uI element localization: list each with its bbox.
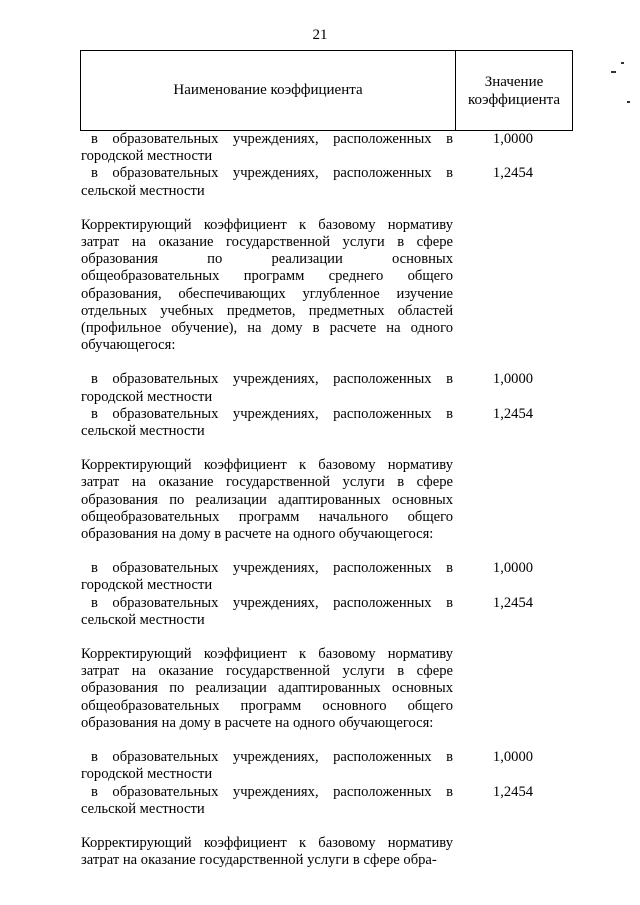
scan-mark — [611, 71, 616, 73]
row-value: 1,2454 — [492, 405, 534, 422]
row-value: 1,2454 — [492, 783, 534, 800]
scan-mark — [627, 101, 630, 103]
row-label: в образовательных учреждениях, расположенных в городской местности — [81, 560, 453, 594]
table-row — [81, 406, 573, 440]
column-header-value-line2: коэффициента — [467, 91, 561, 108]
page-number: 21 — [312, 27, 328, 43]
table-body — [81, 131, 573, 869]
column-header-value — [455, 51, 572, 130]
table-row — [81, 131, 573, 165]
table-row — [81, 749, 573, 783]
coefficient-description: Корректирующий коэффициент к базовому нормативу затрат на оказание государственной услуги в сфере образования по реализации основных общеобразовательных программ среднего общего образования, обеспечивающих углубленное изучение отдельных учебных предметов, предметных областей (профильное обучение), на дому в расчете на одного обучающегося: — [81, 216, 453, 354]
coefficient-description: Корректирующий коэффициент к базовому нормативу затрат на оказание государственной услуги в сфере образования по реализации адаптированных основных общеобразовательных программ начального общего образования на дому в расчете на одного обучающегося: — [81, 457, 453, 543]
column-header-name: Наименование коэффициента — [173, 82, 363, 98]
row-value: 1,2454 — [492, 594, 534, 611]
row-label: в образовательных учреждениях, расположенных в сельской местности — [81, 783, 453, 817]
row-value: 1,0000 — [492, 560, 534, 577]
row-label: в образовательных учреждениях, расположенных в сельской местности — [81, 594, 453, 628]
table-header — [80, 50, 573, 131]
table-row — [81, 371, 573, 405]
row-label: в образовательных учреждениях, расположенных в городской местности — [81, 749, 453, 783]
row-label: в образовательных учреждениях, расположенных в сельской местности — [81, 165, 453, 199]
row-label: в образовательных учреждениях, расположенных в городской местности — [81, 131, 453, 165]
row-value: 1,0000 — [492, 131, 534, 147]
table-row — [81, 165, 573, 199]
scan-mark — [621, 62, 624, 64]
row-label: в образовательных учреждениях, расположенных в городской местности — [81, 371, 453, 405]
table-row — [81, 784, 573, 818]
table-row — [81, 595, 573, 629]
coefficient-description: Корректирующий коэффициент к базовому нормативу затрат на оказание государственной услуги в сфере обра- — [81, 834, 453, 869]
row-value: 1,2454 — [492, 165, 534, 182]
table-row — [81, 560, 573, 594]
row-value: 1,0000 — [492, 749, 534, 766]
row-value: 1,0000 — [492, 371, 534, 388]
coefficient-description: Корректирующий коэффициент к базовому нормативу затрат на оказание государственной услуги в сфере образования по реализации адаптированных основных общеобразовательных программ основного общего образования на дому в расчете на одного обучающегося: — [81, 646, 453, 731]
column-header-value-line1: Значение — [484, 73, 544, 90]
row-label: в образовательных учреждениях, расположенных в сельской местности — [81, 405, 453, 440]
